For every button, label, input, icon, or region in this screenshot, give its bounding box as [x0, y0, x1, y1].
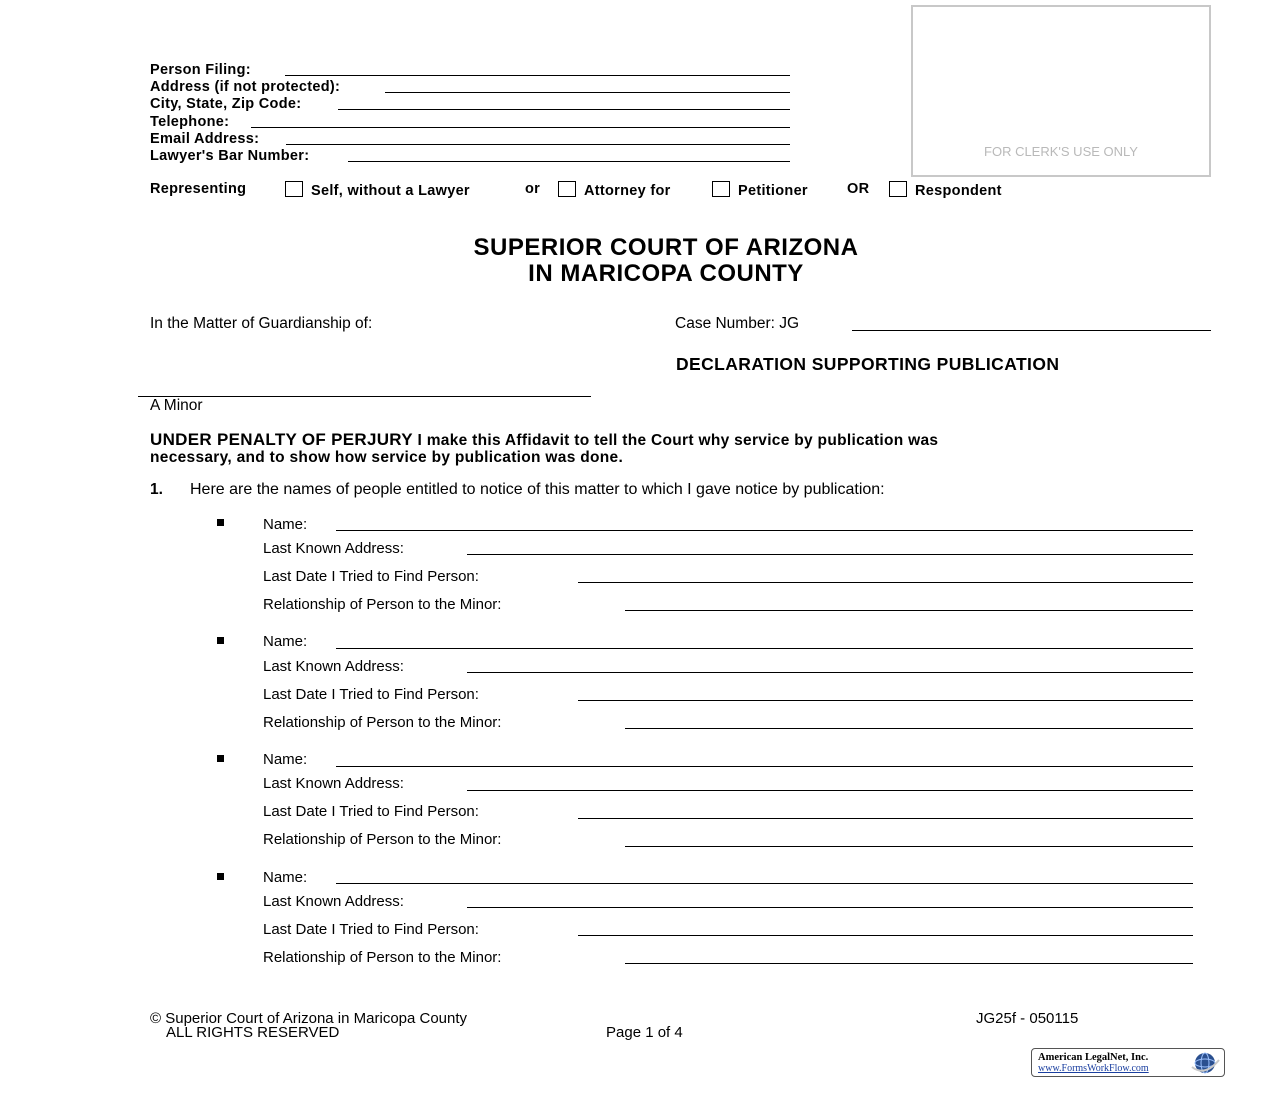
last-date-field[interactable] [578, 700, 1193, 701]
person-filing-label: Person Filing: [150, 62, 251, 78]
relationship-field[interactable] [625, 728, 1193, 729]
person-filing-field[interactable] [285, 75, 790, 76]
last-date-label: Last Date I Tried to Find Person: [263, 921, 479, 938]
minor-name-field[interactable] [138, 396, 591, 397]
footer-form-code: JG25f - 050115 [976, 1010, 1079, 1027]
case-number-label: Case Number: JG [675, 315, 800, 332]
city-state-zip-label: City, State, Zip Code: [150, 96, 302, 112]
relationship-field[interactable] [625, 963, 1193, 964]
relationship-field[interactable] [625, 846, 1193, 847]
telephone-label: Telephone: [150, 114, 230, 130]
item-number: 1. [150, 481, 163, 498]
bullet-icon [217, 873, 224, 880]
email-field[interactable] [286, 144, 790, 145]
last-date-field[interactable] [578, 818, 1193, 819]
address-label: Last Known Address: [263, 658, 404, 675]
name-field[interactable] [336, 530, 1193, 531]
bullet-icon [217, 755, 224, 762]
bullet-icon [217, 637, 224, 644]
matter-label: In the Matter of Guardianship of: [150, 315, 373, 332]
self-label: Self, without a Lawyer [311, 183, 470, 199]
last-date-field[interactable] [578, 935, 1193, 936]
respondent-label: Respondent [915, 183, 1002, 199]
attorney-checkbox[interactable] [558, 181, 576, 197]
bar-number-field[interactable] [348, 161, 790, 162]
relationship-label: Relationship of Person to the Minor: [263, 596, 502, 613]
last-date-label: Last Date I Tried to Find Person: [263, 686, 479, 703]
attorney-label: Attorney for [584, 183, 671, 199]
name-label: Name: [263, 869, 308, 886]
city-state-zip-field[interactable] [338, 109, 790, 110]
address-field[interactable] [467, 907, 1193, 908]
last-date-label: Last Date I Tried to Find Person: [263, 803, 479, 820]
case-number-field[interactable] [852, 330, 1211, 331]
respondent-option[interactable] [889, 181, 1002, 199]
address-label: Last Known Address: [263, 540, 404, 557]
bar-number-label: Lawyer's Bar Number: [150, 148, 310, 164]
name-label: Name: [263, 516, 308, 533]
attorney-option[interactable] [558, 181, 671, 199]
name-label: Name: [263, 751, 308, 768]
self-checkbox[interactable] [285, 181, 303, 197]
petitioner-option[interactable] [712, 181, 808, 199]
address-label: Last Known Address: [263, 893, 404, 910]
representing-label: Representing [150, 181, 247, 197]
name-field[interactable] [336, 883, 1193, 884]
petitioner-checkbox[interactable] [712, 181, 730, 197]
logo-url[interactable]: www.FormsWorkFlow.com [1038, 1063, 1149, 1074]
footer-rights: ALL RIGHTS RESERVED [166, 1024, 340, 1041]
petitioner-label: Petitioner [738, 183, 808, 199]
relationship-label: Relationship of Person to the Minor: [263, 831, 502, 848]
telephone-field[interactable] [251, 127, 790, 128]
perjury-text-2: necessary, and to show how service by publication was done. [150, 449, 624, 466]
name-field[interactable] [336, 648, 1193, 649]
or-caps-text: OR [847, 181, 870, 197]
footer-page-number: Page 1 of 4 [606, 1024, 683, 1041]
relationship-label: Relationship of Person to the Minor: [263, 949, 502, 966]
document-title: DECLARATION SUPPORTING PUBLICATION [676, 354, 1060, 374]
name-label: Name: [263, 633, 308, 650]
last-date-field[interactable] [578, 582, 1193, 583]
perjury-lead: UNDER PENALTY OF PERJURY [150, 430, 413, 449]
globe-icon [1188, 1051, 1222, 1075]
or-text: or [525, 181, 541, 197]
address-field[interactable] [467, 790, 1193, 791]
self-option[interactable] [285, 181, 470, 199]
clerk-use-box [911, 5, 1211, 177]
item-text: Here are the names of people entitled to notice of this matter to which I gave notice by publication: [190, 481, 885, 498]
address-field[interactable] [467, 672, 1193, 673]
address-field[interactable] [385, 92, 790, 93]
relationship-label: Relationship of Person to the Minor: [263, 714, 502, 731]
perjury-statement [150, 431, 1220, 466]
party-label: A Minor [150, 397, 203, 414]
address-field[interactable] [467, 554, 1193, 555]
logo-name: American LegalNet, Inc. [1038, 1052, 1149, 1063]
last-date-label: Last Date I Tried to Find Person: [263, 568, 479, 585]
court-title-line2: IN MARICOPA COUNTY [528, 260, 804, 287]
address-label: Address (if not protected): [150, 79, 341, 95]
address-label: Last Known Address: [263, 775, 404, 792]
american-legalnet-logo[interactable] [1031, 1048, 1225, 1077]
perjury-text-1: I make this Affidavit to tell the Court why service by publication was [412, 432, 939, 449]
name-field[interactable] [336, 766, 1193, 767]
court-title-line1: SUPERIOR COURT OF ARIZONA [473, 234, 859, 261]
email-label: Email Address: [150, 131, 260, 147]
bullet-icon [217, 519, 224, 526]
footer-copyright: © Superior Court of Arizona in Maricopa County [150, 1010, 468, 1027]
respondent-checkbox[interactable] [889, 181, 907, 197]
clerk-use-label: FOR CLERK'S USE ONLY [984, 144, 1138, 159]
relationship-field[interactable] [625, 610, 1193, 611]
